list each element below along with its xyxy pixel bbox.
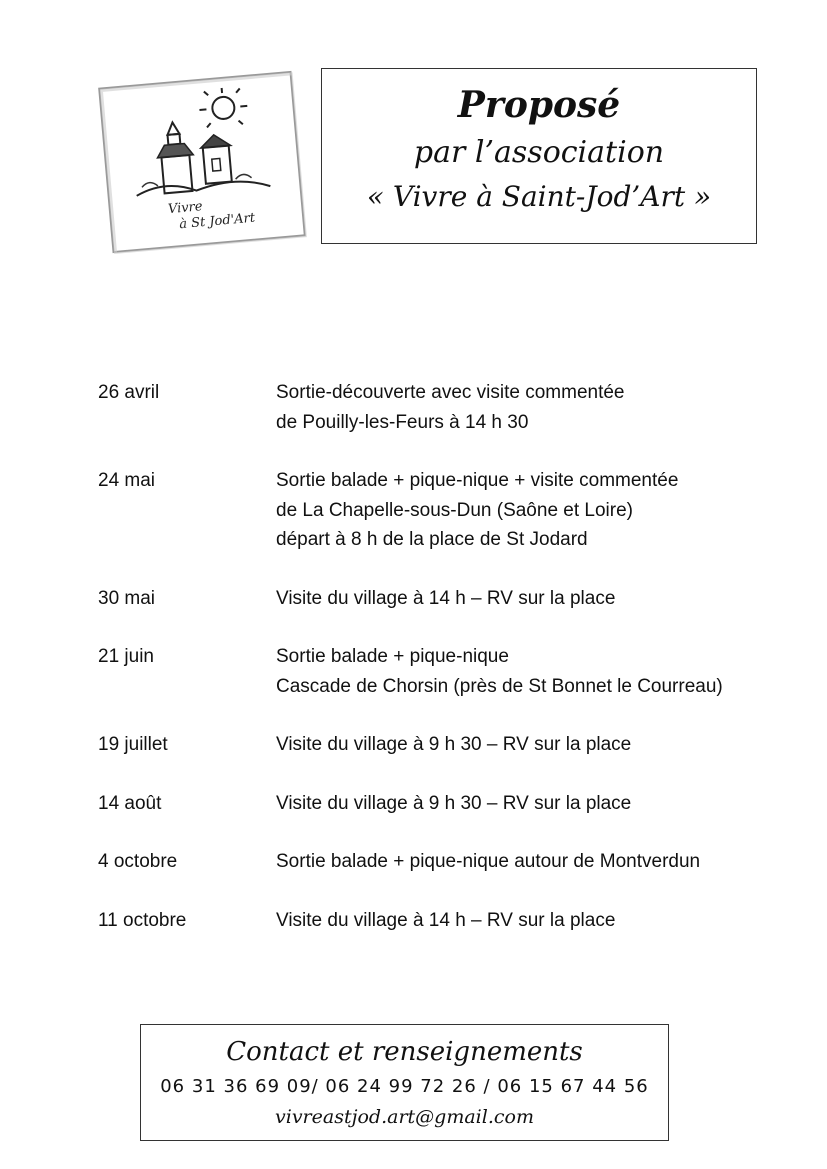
logo-drawing: [97, 70, 307, 254]
contact-box: [140, 1024, 669, 1141]
title-association: par l’association: [413, 135, 665, 170]
event-description-line: départ à 8 h de la place de St Jodard: [276, 529, 588, 550]
contact-email[interactable]: vivreastjod.art@gmail.com: [275, 1106, 534, 1128]
event-description-line: Cascade de Chorsin (près de St Bonnet le Courreau): [276, 675, 723, 697]
event-description-line: Visite du village à 9 h 30 – RV sur la place: [276, 734, 632, 755]
event-row: [98, 466, 798, 555]
event-row: [98, 378, 798, 437]
event-description-line: Sortie balade + pique-nique: [276, 646, 509, 667]
event-date: 4 octobre: [98, 851, 178, 872]
event-description-line: de La Chapelle-sous-Dun (Saône et Loire): [276, 499, 633, 521]
event-row: [98, 584, 798, 614]
event-description: [276, 906, 798, 936]
event-row: [98, 642, 798, 701]
event-description: [276, 642, 798, 701]
logo-text-2: à St Jod'Art: [178, 210, 256, 233]
events-list: [98, 378, 798, 964]
event-date: 14 août: [98, 792, 162, 814]
event-description-line: Sortie-découverte avec visite commentée: [276, 382, 625, 403]
event-date: 24 mai: [98, 470, 156, 491]
contact-title: Contact et renseignements: [226, 1037, 583, 1067]
event-description: [276, 466, 798, 555]
title-association-name: « Vivre à Saint-Jod’Art »: [366, 180, 712, 213]
event-description-line: Visite du village à 14 h – RV sur la place: [276, 909, 616, 931]
event-description-line: de Pouilly-les-Feurs à 14 h 30: [276, 411, 529, 433]
association-logo: [97, 70, 307, 254]
event-description-line: Visite du village à 14 h – RV sur la place: [276, 587, 616, 609]
event-row: [98, 789, 798, 819]
event-date: 11 octobre: [98, 909, 187, 931]
event-description: [276, 378, 798, 437]
logo-text: Vivre: [167, 199, 204, 218]
event-date: 26 avril: [98, 382, 160, 403]
event-description: [276, 584, 798, 614]
title-box: [321, 68, 757, 244]
event-description-line: Sortie balade + pique-nique + visite commentée: [276, 470, 679, 491]
event-row: [98, 847, 798, 877]
event-description: [276, 730, 798, 760]
event-date: 21 juin: [98, 646, 154, 667]
event-description: [276, 847, 798, 877]
event-date: 30 mai: [98, 587, 156, 609]
event-description-line: Sortie balade + pique-nique autour de Montverdun: [276, 851, 701, 872]
event-row: [98, 906, 798, 936]
event-description: [276, 789, 798, 819]
event-date: 19 juillet: [98, 734, 168, 755]
event-row: [98, 730, 798, 760]
title-proposed: Proposé: [457, 84, 621, 126]
event-description-line: Visite du village à 9 h 30 – RV sur la place: [276, 792, 632, 814]
contact-phones: 06 31 36 69 09/ 06 24 99 72 26 / 06 15 67 44 56: [160, 1076, 649, 1097]
